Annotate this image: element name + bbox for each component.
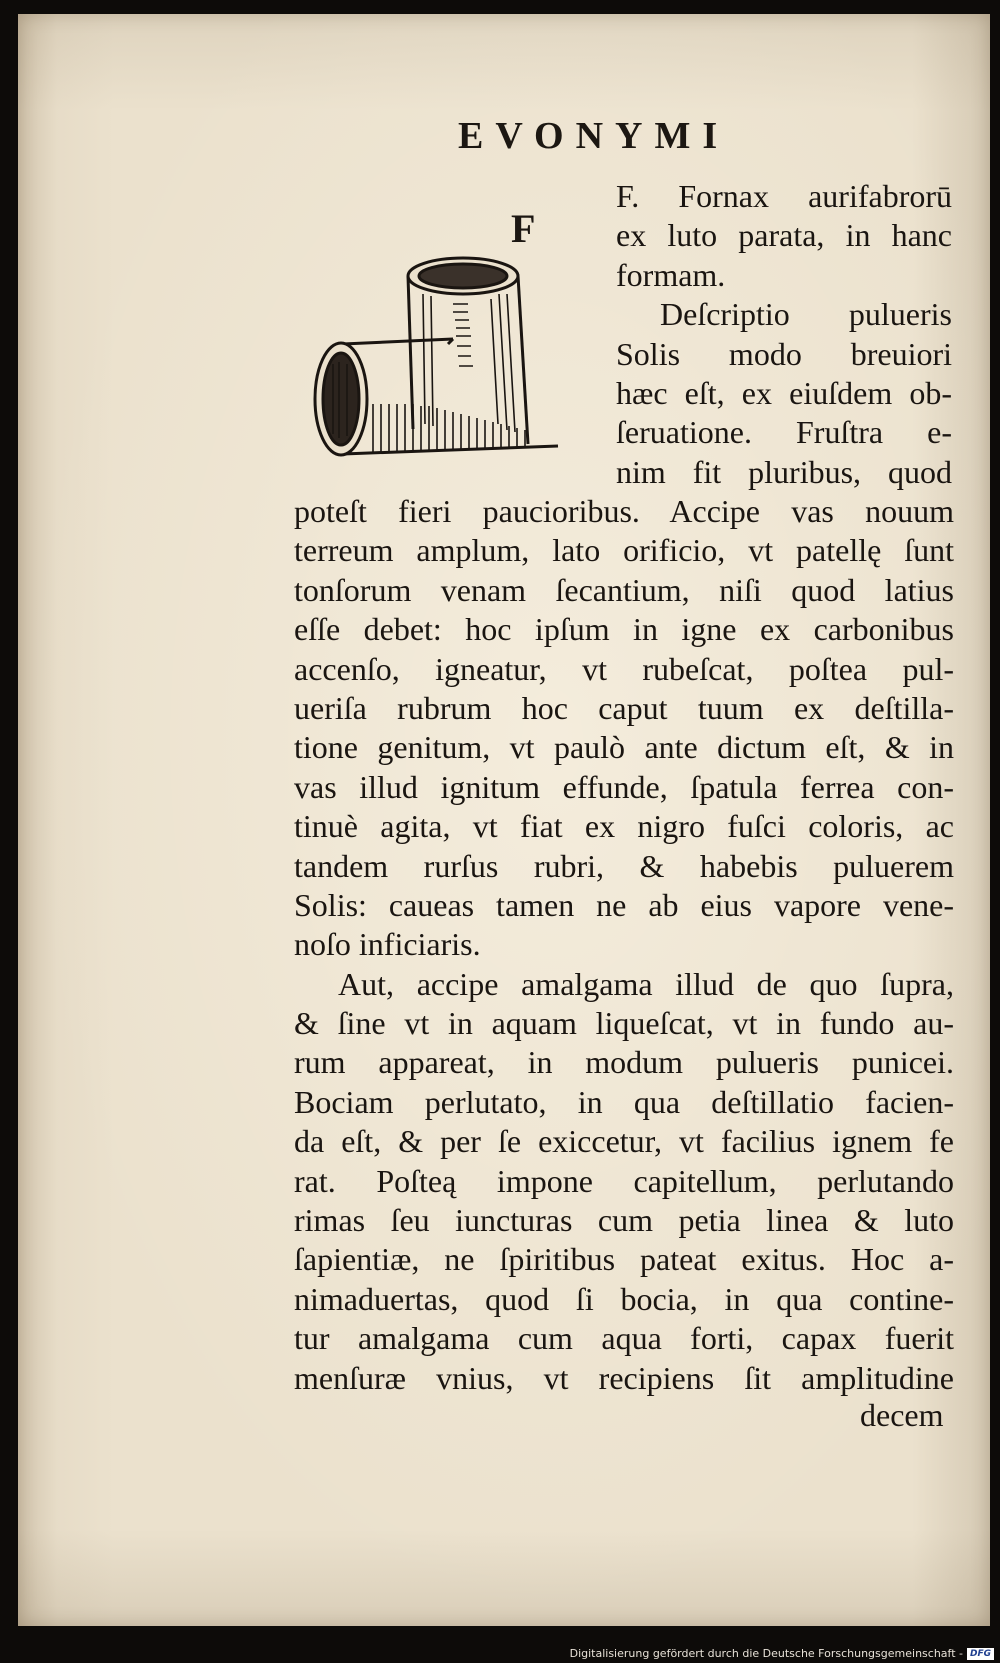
text-line: noſo inficiaris.	[294, 926, 481, 963]
text-line: menſuræ vnius, vt recipiens ſit amplitudine	[294, 1359, 954, 1396]
book-page	[18, 14, 990, 1626]
text-line: & ſine vt in aquam liqueſcat, vt in fundo au-	[294, 1005, 954, 1042]
digitization-credit	[570, 1647, 994, 1660]
text-line: tur amalgama cum aqua forti, capax fuerit	[294, 1320, 954, 1357]
text-line: ueriſa rubrum hoc caput tuum ex deſtilla-	[294, 689, 954, 726]
text-line: eſſe debet: hoc ipſum in igne ex carbonibus	[294, 611, 954, 648]
text-line: tione genitum, vt paulò ante dictum eſt, & in	[294, 729, 954, 766]
credit-text: Digitalisierung gefördert durch die Deutsche Forschungsgemeinschaft -	[569, 1647, 963, 1660]
catchword: decem	[860, 1397, 944, 1433]
text-line: Deſcriptio pulueris	[660, 296, 952, 333]
text-line: da eſt, & per ſe exiccetur, vt facilius ignem fe	[294, 1123, 954, 1160]
text-line: tonſorum venam ſecantium, niſi quod latius	[294, 571, 954, 608]
text-line: Solis modo breuiori	[616, 335, 952, 372]
text-line: tandem rurſus rubri, & habebis puluerem	[294, 847, 954, 884]
text-line: Bociam perlutato, in qua deſtillatio facien-	[294, 1083, 954, 1120]
text-line: ſeruatione. Fruſtra e-	[616, 414, 952, 451]
text-line: accenſo, igneatur, vt rubeſcat, poſtea pul-	[294, 650, 954, 687]
text-line: tinuè agita, vt fiat ex nigro fuſci coloris, ac	[294, 808, 954, 845]
text-line: rimas ſeu iuncturas cum petia linea & luto	[294, 1202, 954, 1239]
text-line: terreum amplum, lato orificio, vt patellę ſunt	[294, 532, 954, 569]
running-header: EVONYMI	[458, 115, 730, 157]
text-line: formam.	[616, 256, 726, 293]
text-line: Aut, accipe amalgama illud de quo ſupra,	[338, 965, 954, 1002]
text-line: rat. Poſteą impone capitellum, perlutando	[294, 1162, 954, 1199]
dfg-logo: DFG	[967, 1648, 994, 1660]
text-line: rum appareat, in modum pulueris punicei.	[294, 1044, 954, 1081]
text-line: nim fit pluribus, quod	[616, 453, 952, 490]
text-line: poteſt fieri paucioribus. Accipe vas nouum	[294, 493, 954, 529]
body-text	[294, 492, 954, 1398]
text-line: ex luto parata, in hanc	[616, 217, 952, 254]
right-column-text	[616, 177, 952, 492]
furnace-woodcut	[303, 254, 603, 484]
text-line: vas illud ignitum effunde, ſpatula ferrea con-	[294, 768, 954, 805]
text-line: hæc eſt, ex eiuſdem ob-	[616, 374, 952, 411]
text-line: Solis: caueas tamen ne ab eius vapore vene-	[294, 886, 954, 923]
text-line: F. Fornax aurifabrorū	[616, 178, 952, 214]
text-line: nimaduertas, quod ſi bocia, in qua contine-	[294, 1280, 954, 1317]
figure-letter: F	[511, 206, 536, 251]
text-line: ſapientiæ, ne ſpiritibus pateat exitus. Hoc a-	[294, 1241, 954, 1278]
